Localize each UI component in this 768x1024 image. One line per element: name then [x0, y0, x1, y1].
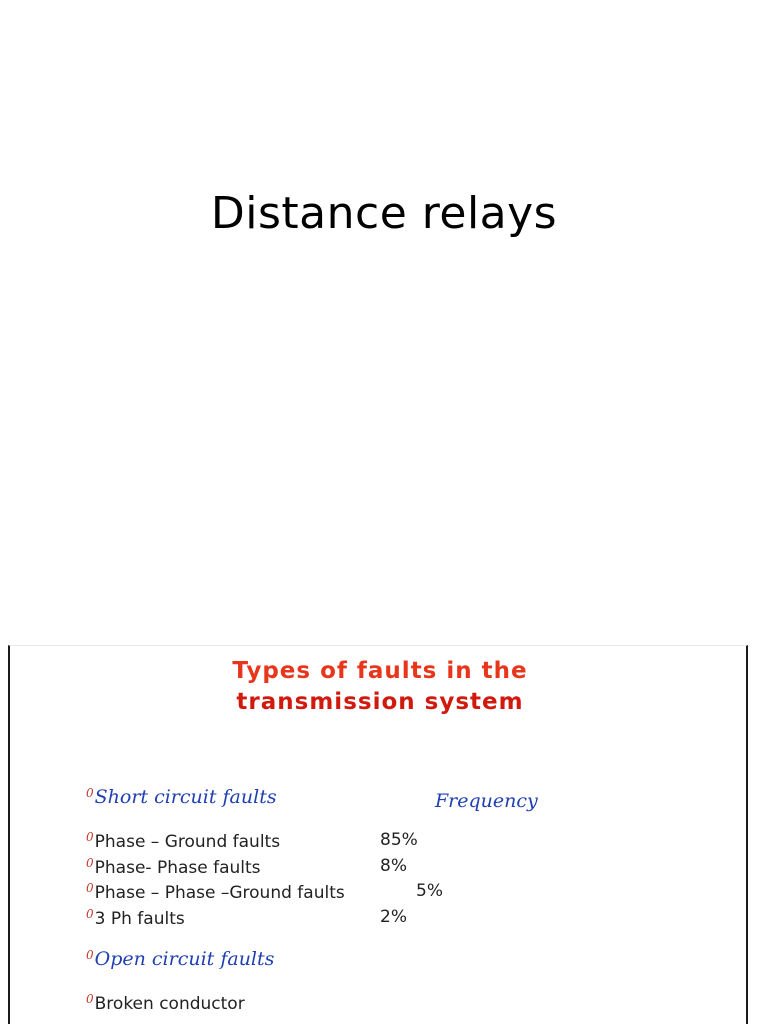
fault-row	[86, 830, 280, 852]
bullet-icon: 0	[86, 907, 94, 921]
bullet-icon: 0	[86, 786, 94, 800]
fault-label: Phase – Phase –Ground faults	[94, 883, 345, 903]
slide-title: Distance relays	[210, 188, 558, 239]
slide-faults	[8, 645, 748, 1024]
bullet-icon: 0	[86, 881, 94, 895]
fault-label: Phase- Phase faults	[94, 858, 261, 878]
bullet-icon: 0	[86, 856, 94, 870]
bullet-icon: 0	[86, 948, 94, 962]
fault-label: 3 Ph faults	[94, 909, 185, 929]
fault-frequency: 2%	[380, 907, 407, 927]
short-circuit-heading	[86, 786, 277, 808]
open-circuit-heading-text: Open circuit faults	[94, 948, 275, 970]
fault-label: Broken conductor	[94, 994, 245, 1014]
bullet-icon: 0	[86, 992, 94, 1006]
faults-title-line1: Types of faults in the	[232, 658, 528, 684]
fault-row	[86, 992, 245, 1014]
faults-title	[10, 656, 750, 718]
faults-title-line2: transmission system	[236, 689, 524, 715]
fault-frequency: 5%	[416, 881, 443, 901]
bullet-icon: 0	[86, 830, 94, 844]
frequency-heading: Frequency	[435, 790, 538, 812]
fault-label: Phase – Ground faults	[94, 832, 281, 852]
fault-frequency: 85%	[380, 830, 418, 850]
short-circuit-heading-text: Short circuit faults	[94, 786, 277, 808]
fault-row	[86, 881, 345, 903]
open-circuit-heading	[86, 948, 274, 970]
fault-row	[86, 856, 261, 878]
fault-row	[86, 907, 185, 929]
fault-frequency: 8%	[380, 856, 407, 876]
